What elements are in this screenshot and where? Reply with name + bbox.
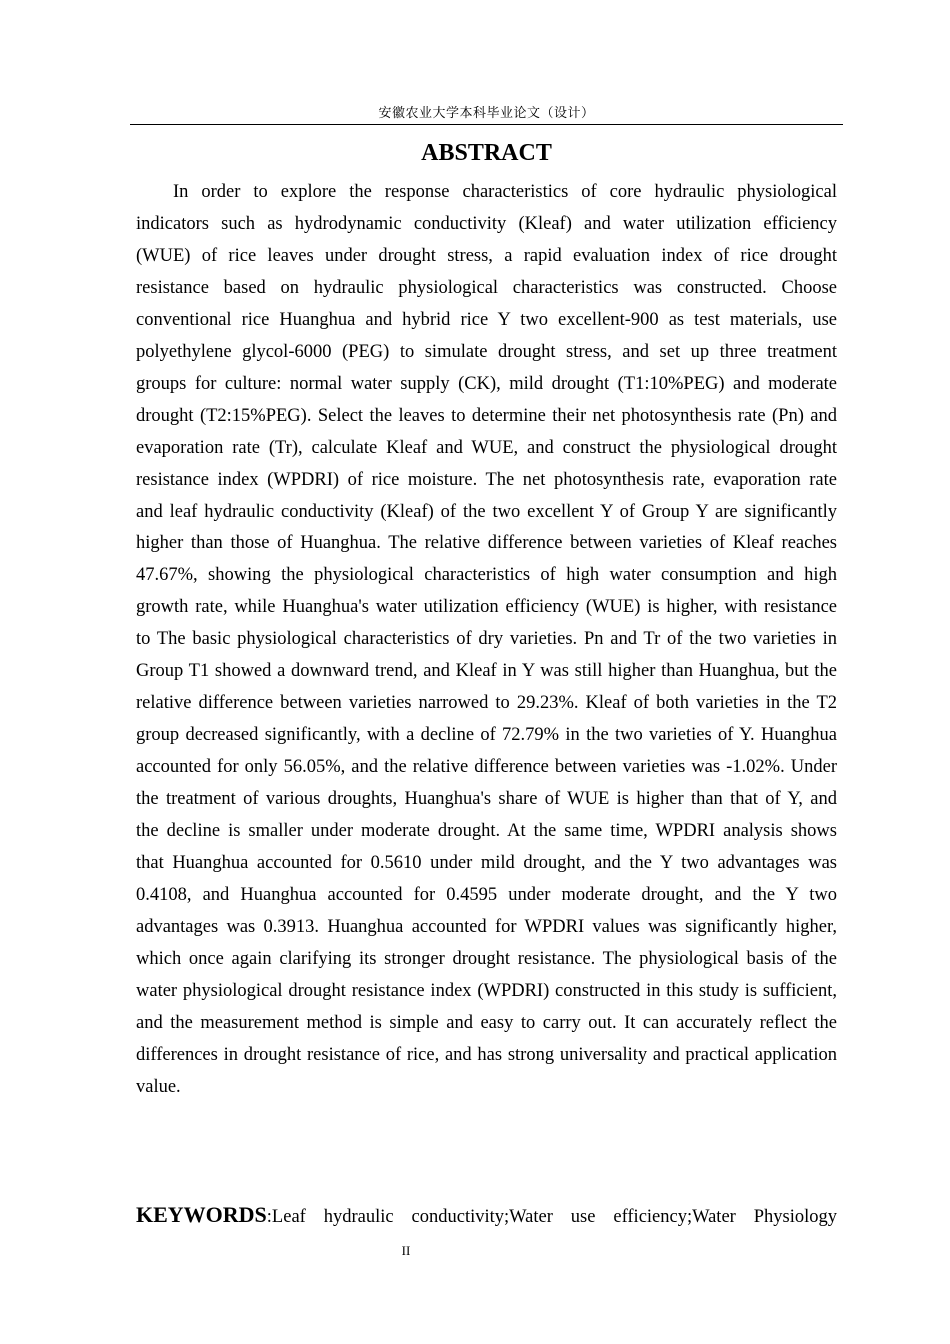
abstract-body: In order to explore the response characteristics of core hydraulic physiological indicators such as hydrodynamic conductivity (Kleaf) and water utilization efficiency (WUE) of rice leaves under drought stress, a rapid evaluation index of rice drought resistance based on hydraulic physiological characteristics was constructed. Choose conventional rice Huanghua and hybrid rice Y two excellent-900 as test materials, use polyethylene glycol-6000 (PEG) to simulate drought stress, and set up three treatment groups for culture: normal water supply (CK), mild drought (T1:10%PEG) and moderate drought (T2:15%PEG). Select the leaves to determine their net photosynthesis rate (Pn) and evaporation rate (Tr), calculate Kleaf and WUE, and construct the physiological drought resistance index (WPDRI) of rice moisture. The net photosynthesis rate, evaporation rate and leaf hydraulic conductivity (Kleaf) of the two excellent Y of Group Y are significantly higher than those of Huanghua. The relative difference between varieties of Kleaf reaches 47.67%, showing the physiological characteristics of high water consumption and high growth rate, while Huanghua's water utilization efficiency (WUE) is higher, with resistance to The basic physiological characteristics of dry varieties. Pn and Tr of the two varieties in Group T1 showed a downward trend, and Kleaf in Y was still higher than Huanghua, but the relative difference between varieties narrowed to 29.23%. Kleaf of both varieties in the T2 group decreased significantly, with a decline of 72.79% in the two varieties of Y. Huanghua accounted for only 56.05%, and the relative difference between varieties was -1.02%. Under the treatment of various droughts, Huanghua's share of WUE is higher than that of Y, and the decline is smaller under moderate drought. At the same time, WPDRI analysis shows that Huanghua accounted for 0.5610 under mild drought, and the Y two advantages was 0.4108, and Huanghua accounted for 0.4595 under moderate drought, and the Y two advantages was 0.3913. Huanghua accounted for WPDRI values was significantly higher, which once again clarifying its stronger drought resistance. The physiological basis of the water physiological drought resistance index (WPDRI) constructed in this study is sufficient, and the measurement method is simple and easy to carry out. It can accurately reflect the differences in drought resistance of rice, and has strong universality and practical application value. <box>136 182 837 1097</box>
header-rule <box>130 124 843 125</box>
keywords-label: KEYWORDS <box>136 1202 267 1227</box>
abstract-title: ABSTRACT <box>421 140 552 166</box>
page-number: II <box>401 1243 411 1258</box>
running-header: 安徽农业大学本科毕业论文（设计） <box>378 106 595 121</box>
keywords-text: :Leaf hydraulic conductivity;Water use efficiency;Water Physiology <box>266 1207 837 1227</box>
keywords-line <box>136 1199 837 1233</box>
